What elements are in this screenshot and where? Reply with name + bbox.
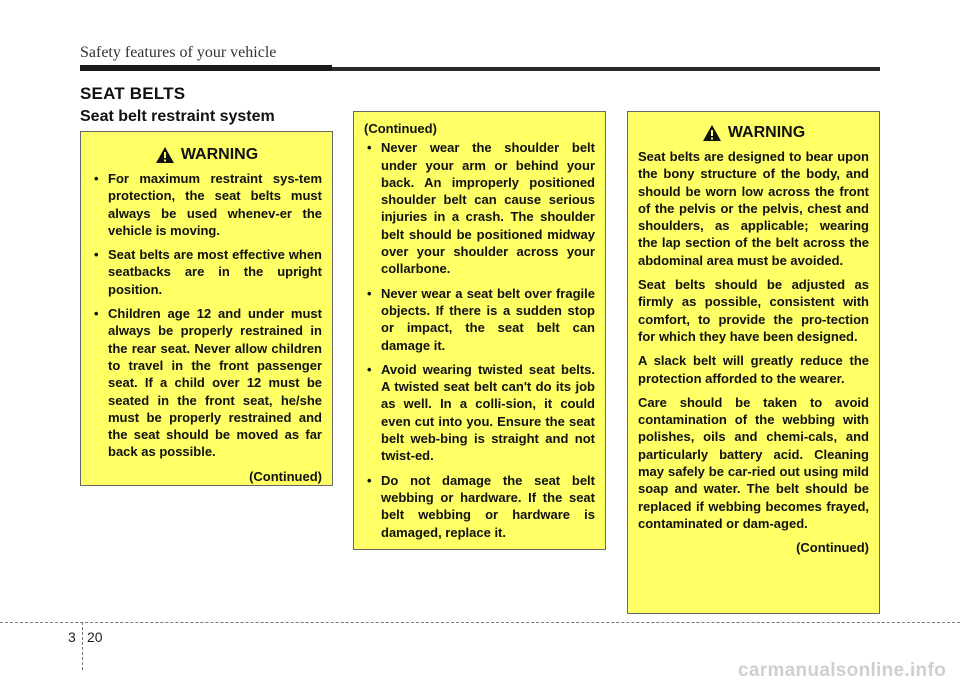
section-title: SEAT BELTS <box>80 84 186 103</box>
warning-triangle-icon <box>155 146 175 164</box>
warning-paragraph: A slack belt will greatly reduce the protection afforded to the wearer. <box>638 353 869 386</box>
header-rule-accent <box>80 65 332 71</box>
warning-heading <box>638 124 869 142</box>
list-item: • Do not damage the seat belt webbing or hardware. If the seat belt webbing or hardware is damaged, replace it. <box>364 472 595 541</box>
page-header-title: Safety features of your vehicle <box>80 44 277 61</box>
list-item: • Children age 12 and under must always be properly restrained in the rear seat. Never allow children to travel in the front passenger seat. If a child over 12 must be seated in the front seat, he/she must be properly restrained and the seat should be moved as far back as possible. <box>91 305 322 461</box>
warning-paragraph: Seat belts are designed to bear upon the bony structure of the body, and should be worn low across the front of the pelvis or the pelvis, chest and shoulders, as applicable; wearing the lap section of the belt across the abdominal area must be avoided. <box>638 149 869 268</box>
list-item: • Never wear the shoulder belt under your arm or behind your back. An improperly positioned shoulder belt can cause serious injuries in a crash. The shoulder belt should be positioned midway over your shoulder across your collarbone. <box>364 139 595 277</box>
continued-label: (Continued) <box>249 468 322 484</box>
page-number: 20 <box>87 629 103 645</box>
warning-paragraph: Seat belts should be adjusted as firmly as possible, consistent with comfort, to provide the pro-tection for which they have been designed. <box>638 277 869 344</box>
warning-heading-label: WARNING <box>180 146 259 164</box>
continued-label: (Continued) <box>796 540 869 556</box>
chapter-number: 3 <box>68 629 76 645</box>
warning-box-1 <box>80 131 333 486</box>
list-item: • Seat belts are most effective when seatbacks are in the upright position. <box>91 246 322 298</box>
warning-box-2 <box>353 111 606 550</box>
list-item: • Avoid wearing twisted seat belts. A twisted seat belt can't do its job as well. In a colli-sion, it could even cut into you. Ensure the seat belt web-bing is straight and not twist-ed. <box>364 361 595 465</box>
warning-heading <box>91 146 322 164</box>
list-item: • Never wear a seat belt over fragile objects. If there is a sudden stop or impact, the seat belt can damage it. <box>364 285 595 354</box>
continued-label: (Continued) <box>364 121 437 136</box>
subsection-title: Seat belt restraint system <box>80 108 275 125</box>
warning-triangle-icon <box>702 124 722 142</box>
watermark: carmanualsonline.info <box>738 660 946 681</box>
warning-list-1 <box>91 170 322 461</box>
footer-rule <box>0 622 960 623</box>
footer-divider <box>82 622 83 670</box>
warning-box-3 <box>627 111 880 614</box>
warning-heading-label: WARNING <box>727 124 806 142</box>
warning-list-2 <box>364 139 595 541</box>
list-item: • For maximum restraint sys-tem protection, the seat belts must always be used whenev-er the vehicle is moving. <box>91 170 322 239</box>
warning-paragraph: Care should be taken to avoid contamination of the webbing with polishes, oils and chemi-cals, and particularly battery acid. Cleaning may safely be car-ried out using mild soap and water. The belt should be replaced if webbing becomes frayed, contaminated or dam-aged. <box>638 394 869 531</box>
